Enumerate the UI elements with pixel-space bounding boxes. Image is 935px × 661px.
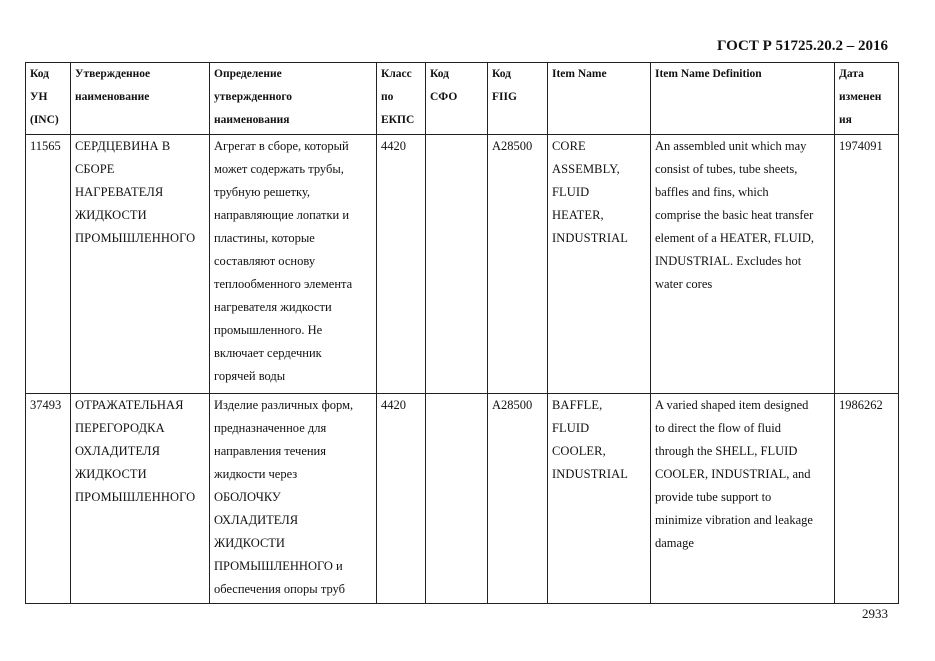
column-header-date: Дата изменен ия — [835, 63, 899, 135]
cell-date: 1986262 — [835, 394, 899, 604]
cell-item-definition: An assembled unit which may consist of tubes, tube sheets, baffles and fins, which comprise the basic heat transfer element of a HEATER, FLUID, INDUSTRIAL. Excludes hot water cores — [651, 135, 835, 394]
column-header-fiig: Код FIIG — [488, 63, 548, 135]
cell-item-definition: A varied shaped item designed to direct the flow of fluid through the SHELL, FLUID COOLER, INDUSTRIAL, and provide tube support to minimize vibration and leakage damage — [651, 394, 835, 604]
cell-sfo — [426, 394, 488, 604]
cell-fiig: A28500 — [488, 394, 548, 604]
cell-definition: Изделие различных форм, предназначенное для направления течения жидкости через ОБОЛОЧКУ ОХЛАДИТЕЛЯ ЖИДКОСТИ ПРОМЫШЛЕННОГО и обеспечения опоры труб — [210, 394, 377, 604]
cell-approved-name: ОТРАЖАТЕЛЬНАЯ ПЕРЕГОРОДКА ОХЛАДИТЕЛЯ ЖИДКОСТИ ПРОМЫШЛЕННОГО — [71, 394, 210, 604]
table-row — [26, 394, 899, 604]
column-header-item-name: Item Name — [548, 63, 651, 135]
cell-sfo — [426, 135, 488, 394]
column-header-class: Класс по ЕКПС — [377, 63, 426, 135]
column-header-definition: Определение утвержденного наименования — [210, 63, 377, 135]
cell-definition: Агрегат в сборе, который может содержать трубы, трубную решетку, направляющие лопатки и пластины, которые составляют основу теплообменного элемента нагревателя жидкости промышленного. Не включает сердечник горячей воды — [210, 135, 377, 394]
cell-class: 4420 — [377, 394, 426, 604]
cell-approved-name: СЕРДЦЕВИНА В СБОРЕ НАГРЕВАТЕЛЯ ЖИДКОСТИ ПРОМЫШЛЕННОГО — [71, 135, 210, 394]
cell-code: 37493 — [26, 394, 71, 604]
cell-date: 1974091 — [835, 135, 899, 394]
page-number: 2933 — [862, 606, 888, 621]
column-header-approved-name: Утвержденное наименование — [71, 63, 210, 135]
table-row — [26, 135, 899, 394]
table-header-row — [26, 63, 899, 135]
cell-fiig: A28500 — [488, 135, 548, 394]
cell-code: 11565 — [26, 135, 71, 394]
cell-item-name: BAFFLE, FLUID COOLER, INDUSTRIAL — [548, 394, 651, 604]
cell-item-name: CORE ASSEMBLY, FLUID HEATER, INDUSTRIAL — [548, 135, 651, 394]
column-header-item-definition: Item Name Definition — [651, 63, 835, 135]
catalog-table — [25, 62, 899, 604]
cell-class: 4420 — [377, 135, 426, 394]
document-header-title: ГОСТ Р 51725.20.2 – 2016 — [716, 38, 888, 54]
column-header-code: Код УН (INC) — [26, 63, 71, 135]
column-header-sfo: Код СФО — [426, 63, 488, 135]
